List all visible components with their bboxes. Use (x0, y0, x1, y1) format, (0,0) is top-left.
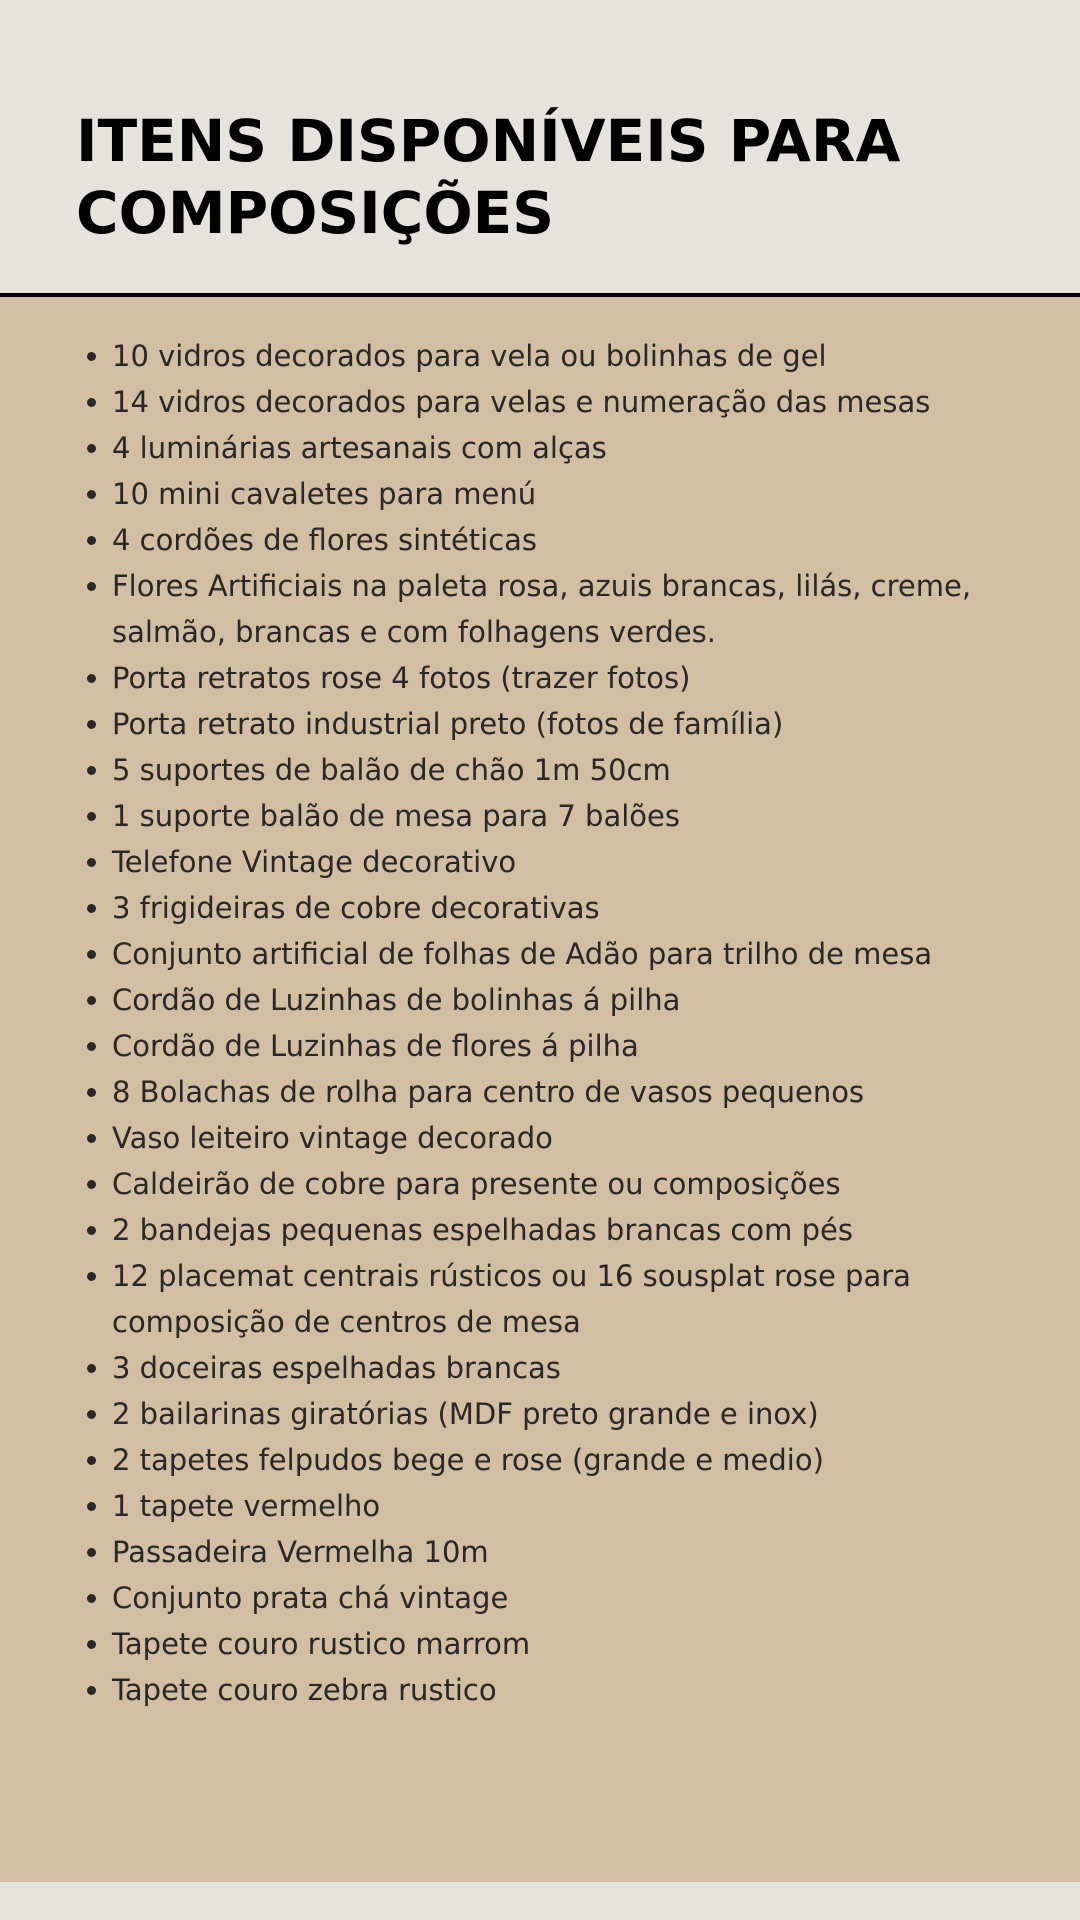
page-footer-band (0, 1882, 1080, 1920)
bullet-icon (87, 1226, 96, 1235)
title-line-2: COMPOSIÇÕES (76, 179, 555, 247)
list-item-label: Porta retratos rose 4 fotos (trazer fotos) (112, 661, 691, 695)
list-item-label: Vaso leiteiro vintage decorado (112, 1121, 553, 1155)
list-item (112, 1391, 1002, 1437)
list-item (112, 701, 1002, 747)
list-item (112, 1345, 1002, 1391)
bullet-icon (87, 1640, 96, 1649)
list-item (112, 1575, 1002, 1621)
list-item (112, 471, 1002, 517)
bullet-icon (87, 1042, 96, 1051)
bullet-icon (87, 1548, 96, 1557)
bullet-icon (87, 1180, 96, 1189)
list-item (112, 747, 1002, 793)
bullet-icon (87, 1502, 96, 1511)
bullet-icon (87, 996, 96, 1005)
list-item-label: 5 suportes de balão de chão 1m 50cm (112, 753, 671, 787)
list-item-label: Flores Artificiais na paleta rosa, azuis brancas, lilás, creme, salmão, brancas e com folhagens verdes. (112, 569, 972, 649)
list-item (112, 1161, 1002, 1207)
bullet-icon (87, 536, 96, 545)
list-item (112, 563, 1002, 655)
list-item (112, 425, 1002, 471)
page-header (0, 0, 1080, 293)
list-item-label: 1 tapete vermelho (112, 1489, 381, 1523)
list-item (112, 379, 1002, 425)
list-item (112, 1253, 1002, 1345)
list-item (112, 1529, 1002, 1575)
list-item-label: 4 luminárias artesanais com alças (112, 431, 607, 465)
list-item-label: 10 mini cavaletes para menú (112, 477, 537, 511)
list-item (112, 931, 1002, 977)
bullet-icon (87, 858, 96, 867)
list-item (112, 655, 1002, 701)
page-title (76, 105, 1026, 249)
bullet-icon (87, 1410, 96, 1419)
list-item (112, 1483, 1002, 1529)
bullet-icon (87, 582, 96, 591)
bullet-icon (87, 490, 96, 499)
list-item (112, 977, 1002, 1023)
list-item (112, 1207, 1002, 1253)
list-item-label: 14 vidros decorados para velas e numeração das mesas (112, 385, 931, 419)
list-item-label: Telefone Vintage decorativo (112, 845, 517, 879)
bullet-icon (87, 1364, 96, 1373)
bullet-icon (87, 398, 96, 407)
list-item-label: 8 Bolachas de rolha para centro de vasos pequenos (112, 1075, 865, 1109)
bullet-icon (87, 1272, 96, 1281)
bullet-icon (87, 444, 96, 453)
list-item-label: Cordão de Luzinhas de flores á pilha (112, 1029, 639, 1063)
list-item-label: 4 cordões de flores sintéticas (112, 523, 538, 557)
bullet-icon (87, 904, 96, 913)
list-item (112, 1437, 1002, 1483)
list-item-label: 3 frigideiras de cobre decorativas (112, 891, 600, 925)
list-item-label: 2 bandejas pequenas espelhadas brancas com pés (112, 1213, 853, 1247)
list-item (112, 793, 1002, 839)
items-list (112, 333, 1002, 1713)
list-item (112, 1069, 1002, 1115)
list-item (112, 839, 1002, 885)
list-item-label: Conjunto artificial de folhas de Adão para trilho de mesa (112, 937, 933, 971)
bullet-icon (87, 1088, 96, 1097)
bullet-icon (87, 1686, 96, 1695)
bullet-icon (87, 1134, 96, 1143)
items-panel (0, 297, 1080, 1882)
list-item-label: 3 doceiras espelhadas brancas (112, 1351, 561, 1385)
list-item (112, 885, 1002, 931)
bullet-icon (87, 812, 96, 821)
title-line-1: ITENS DISPONÍVEIS PARA (76, 107, 901, 175)
bullet-icon (87, 674, 96, 683)
bullet-icon (87, 766, 96, 775)
list-item-label: Cordão de Luzinhas de bolinhas á pilha (112, 983, 681, 1017)
list-item-label: Porta retrato industrial preto (fotos de família) (112, 707, 784, 741)
bullet-icon (87, 1594, 96, 1603)
list-item (112, 1115, 1002, 1161)
list-item-label: 1 suporte balão de mesa para 7 balões (112, 799, 680, 833)
bullet-icon (87, 720, 96, 729)
bullet-icon (87, 950, 96, 959)
list-item-label: Tapete couro rustico marrom (112, 1627, 531, 1661)
list-item (112, 1621, 1002, 1667)
list-item-label: Caldeirão de cobre para presente ou composições (112, 1167, 841, 1201)
list-item-label: Tapete couro zebra rustico (112, 1673, 497, 1707)
list-item-label: Conjunto prata chá vintage (112, 1581, 509, 1615)
list-item-label: 2 tapetes felpudos bege e rose (grande e medio) (112, 1443, 824, 1477)
list-item (112, 1667, 1002, 1713)
bullet-icon (87, 352, 96, 361)
list-item-label: Passadeira Vermelha 10m (112, 1535, 489, 1569)
list-item-label: 2 bailarinas giratórias (MDF preto grande e inox) (112, 1397, 819, 1431)
list-item-label: 10 vidros decorados para vela ou bolinhas de gel (112, 339, 827, 373)
list-item (112, 333, 1002, 379)
list-item (112, 1023, 1002, 1069)
bullet-icon (87, 1456, 96, 1465)
list-item (112, 517, 1002, 563)
list-item-label: 12 placemat centrais rústicos ou 16 sousplat rose para composição de centros de mesa (112, 1259, 911, 1339)
